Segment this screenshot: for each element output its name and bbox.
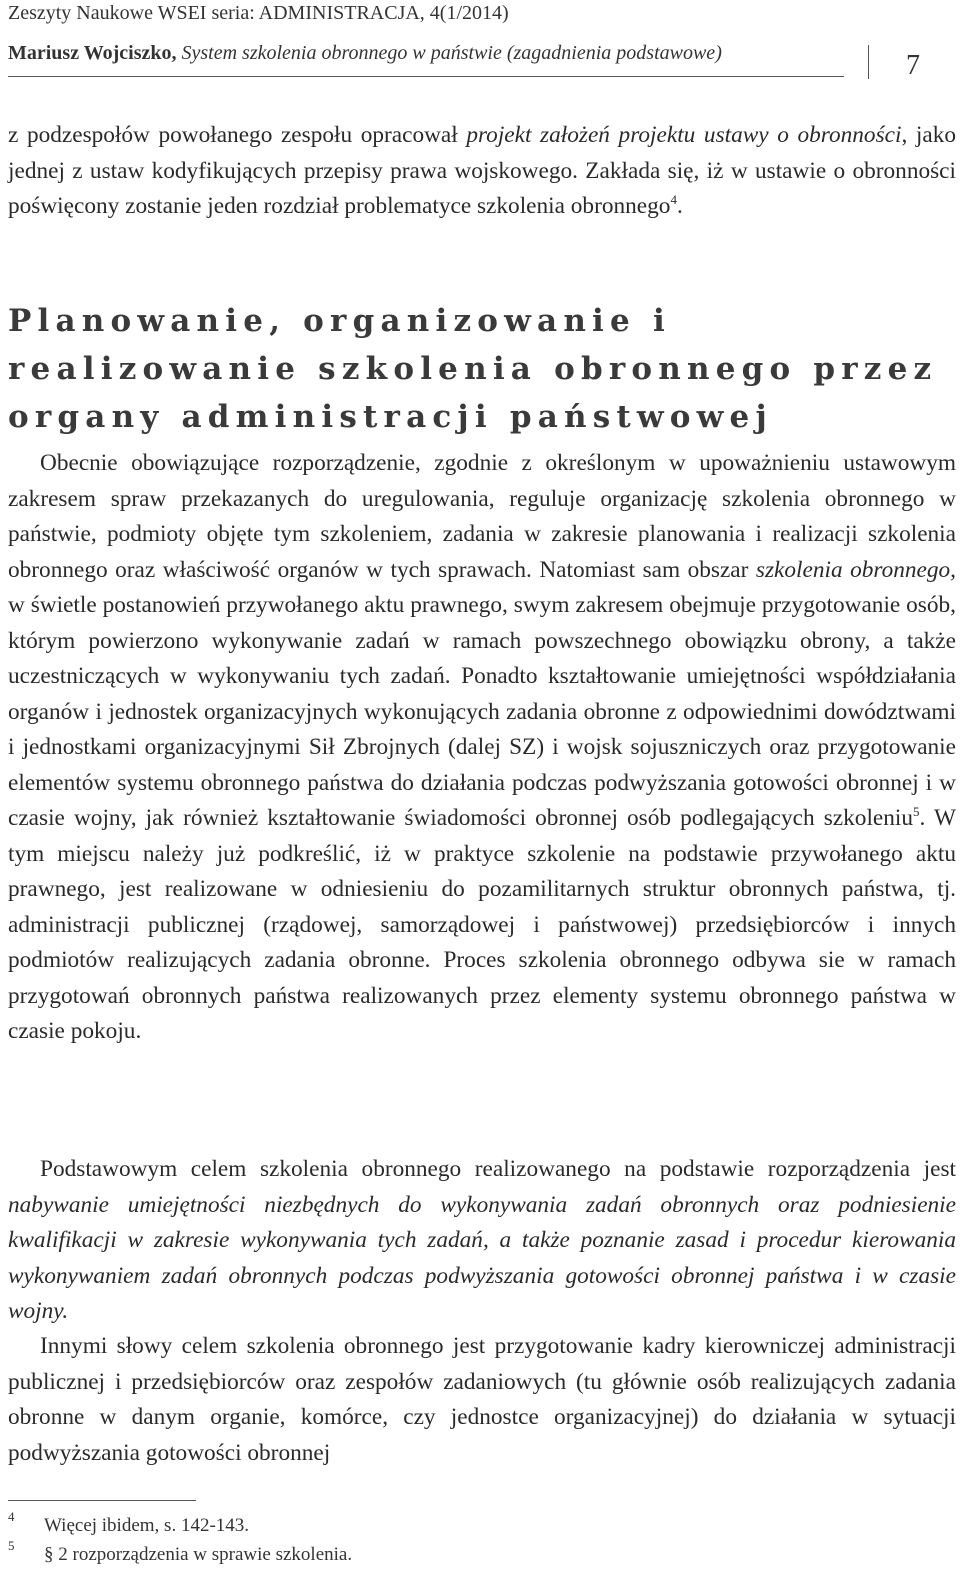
page-number: 7 (906, 50, 920, 81)
paragraph-3 (8, 1329, 956, 1471)
footnote-rule (8, 1500, 196, 1501)
paragraph-1 (8, 446, 956, 1050)
para3-text: Innymi słowy celem szkolenia obronnego jest przygotowanie kadry kierowniczej administracji publicznej i przedsiębiorców oraz zespołów zadaniowych (tu głównie osób realizujących zadania obronne w danym organie, komórce, czy jednostce organizacyjnej) do działania w sytuacji podwyższania gotowości obronnej (8, 1333, 956, 1466)
para1-text-1: Obecnie obowiązujące rozporządzenie, zgodnie z określonym w upoważnieniu ustawowym zakresem spraw przekazanych do uregulowania, reguluje organizację szkolenia obronnego w państwie, podmioty objęte tym szkoleniem, zadania w zakresie planowania i realizacji szkolenia obronnego oraz właściwość organów w tych sprawach. Natomiast sam obszar (8, 450, 956, 583)
section-heading: Planowanie, organizowanie i realizowanie szkolenia obronnego przez organy administracji państwowej (8, 303, 938, 435)
para2-italic: nabywanie umiejętności niezbędnych do wykonywania zadań obronnych oraz podniesienie kwalifikacji w zakresie wykonywania tych zadań, a także poznanie zasad i procedur kierowania wykonywaniem zadań obronnych podczas podwyższania gotowości obronnej państwa i w czasie wojny. (8, 1191, 956, 1324)
intro-italic: projekt założeń projektu ustawy o obronności (466, 122, 902, 148)
footnote-ref-5: 5 (913, 804, 920, 819)
para1-text-3: . W tym miejscu należy już podkreślić, iż w praktyce szkolenie na podstawie przywołanego aktu prawnego, jest realizowane w odniesieniu do pozamilitarnych struktur obronnych państwa, tj. administracji publicznej (rządowej, samorządowej i państwowej) przedsiębiorców i innych podmiotów realizujących zadania obronne. Proces szkolenia obronnego odbywa sie w ramach przygotowań obronnych państwa realizowanych przez elementy systemu obronnego państwa w czasie pokoju. (8, 805, 957, 1044)
article-title: System szkolenia obronnego w państwie (zagadnienia podstawowe) (181, 42, 722, 64)
footnote-number: 5 (8, 1538, 15, 1553)
intro-text-1: z podzespołów powołanego zespołu opracował (8, 122, 467, 148)
header-vertical-rule (868, 45, 869, 79)
footnote-number: 4 (8, 1509, 15, 1524)
header-rule (8, 76, 844, 77)
footnote-text: § 2 rozporządzenia w sprawie szkolenia. (44, 1544, 353, 1565)
paragraph-2 (8, 1152, 956, 1330)
running-header-article (8, 42, 722, 65)
footnote-text: Więcej ibidem, s. 142-143. (44, 1515, 250, 1536)
intro-text-3: . (676, 193, 683, 219)
intro-paragraph (8, 118, 956, 225)
footnote-ref-4: 4 (670, 192, 677, 207)
para1-text-2: w świetle postanowień przywołanego aktu prawnego, swym zakresem obejmuje przygotowanie osób, którym powierzono wykonywanie zadań w ramach powszechnego obowiązku obrony, a także uczestniczących w wykonywaniu tych zadań. Ponadto kształtowanie umiejętności współdziałania organów i jednostek organizacyjnych wykonujących zadania obronne z odpowiednimi dowództwami i jednostkami organizacyjnymi Sił Zbrojnych (dalej SZ) i wojsk sojuszniczych oraz przygotowanie elementów systemu obronnego państwa do działania podczas podwyższania gotowości obronnej i w czasie wojny, jak również kształtowanie świadomości obronnej osób podlegających szkoleniu (8, 592, 956, 831)
article-author: Mariusz Wojciszko, (8, 42, 177, 64)
para2-text-1: Podstawowym celem szkolenia obronnego realizowanego na podstawie rozporządzenia jest (40, 1156, 956, 1182)
para1-italic: szkolenia obronnego, (755, 556, 956, 583)
running-header-journal: Zeszyty Naukowe WSEI seria: ADMINISTRACJA, 4(1/2014) (8, 2, 509, 24)
intro-text-2: , jako jednej z ustaw kodyfikujących przepisy prawa wojskowego. Zakłada się, iż w ustawie o obronności poświęcony zostanie jeden rozdział problematyce szkolenia obronnego (8, 122, 956, 219)
